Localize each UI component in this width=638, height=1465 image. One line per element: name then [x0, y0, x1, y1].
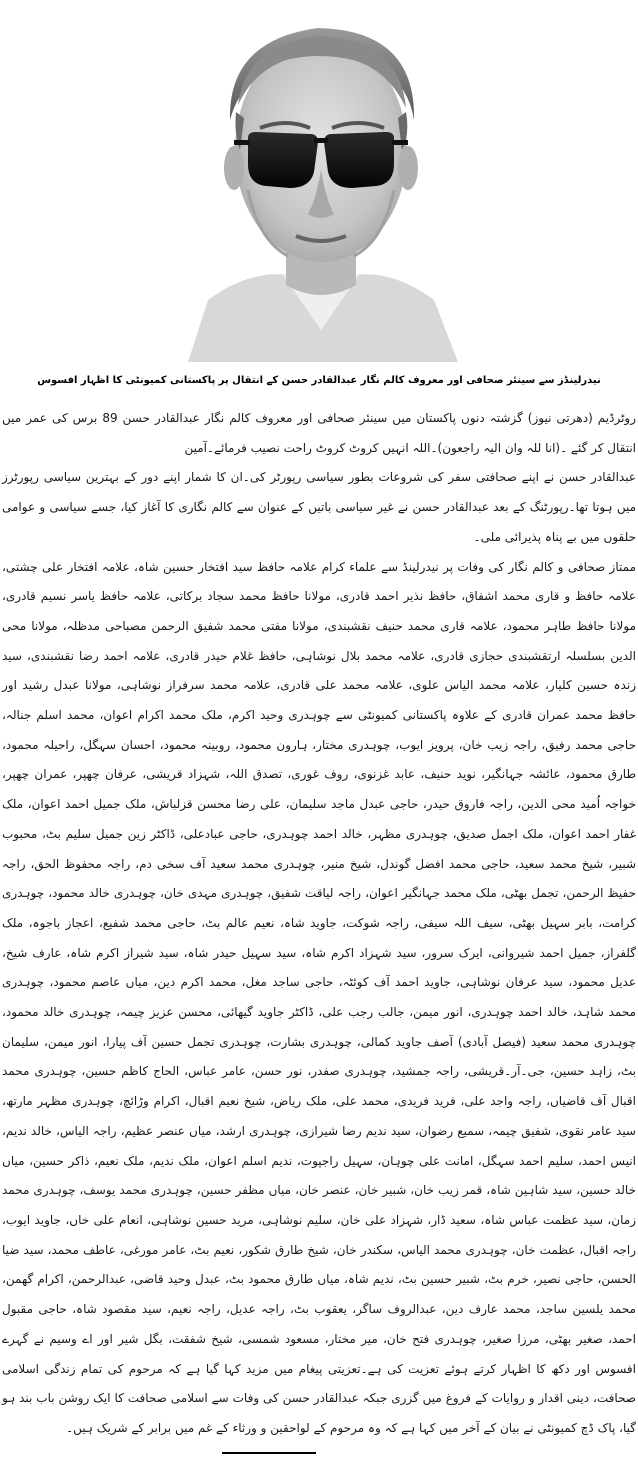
article-body — [2, 404, 636, 1444]
portrait-photo — [168, 0, 474, 362]
paragraph-condolences: ممتاز صحافی و کالم نگار کی وفات پر نیدرلینڈ سے علماء کرام علامہ حافظ سید افتخار حسین شاہ، علامہ افتخار علی چشتی، علامہ حافظ و قاری محمد اشفاق، حافظ نذیر احمد قادری، مولانا حافظ محمد سجاد برکاتی، علامہ حافظ یاسر نسیم قادری، مولانا حافظ طاہر محمود، علامہ قاری محمد حنیف نقشبندی، مولانا مفتی محمد شفیق الرحمن مصباحی مدظلہ، مولانا محی الدین بسلسلہ ارتقشبندی حجازی قادری، علامہ محمد بلال نوشاہی، حافظ غلام حیدر قادری، علامہ احمد رضا نقشبندی، سید زندہ حسین کلیار، علامہ محمد الیاس علوی، علامہ محمد علی قادری، علامہ محمد سرفراز نوشاہی، مولانا عبدل رشید اور حافظ محمد عمران قادری کے علاوہ پاکستانی کمیونٹی سے چوہدری وحید اکرم، ملک محمد اکرام اعوان، محمد اسلم جنالہ، حاجی محمد رفیق، راجہ زیب خان، پرویز ایوب، چوہدری مختار، ہارون محمود، روبینہ محمود، احسان سہگل، راحیلہ محمود، طارق محمود، عائشہ جہانگیر، نوید حنیف، عابد غزنوی، روف غوری، تصدق اللہ، شہزاد قریشی، عرفان چھپر، عمران چھپر، خواجہ اُمید محی الدین، راجہ فاروق حیدر، حاجی عبدل ماجد سلیمان، علی رضا محسن قزلباش، ملک جمیل احمد اعوان، ملک غفار احمد اعوان، ملک اجمل صدیق، چوہدری مظہر، خالد احمد چوہدری، حاجی عبادعلی، ڈاکٹر زین جمیل سلیم بٹ، محبوب شبیر، شیخ محمد سعید، حاجی محمد افضل گوندل، شیخ منیر، چوہدری محمد سعید آف سخی دم، راجہ محفوظ الحق، راجہ حفیظ الرحمن، تجمل بھٹی، ملک محمد جہانگیر اعوان، راجہ لیاقت شفیق، چوہدری مہدی خان، چوہدری خالد محمود، چوہدری کرامت، بابر سہیل بھٹی، سیف اللہ سیفی، راجہ شوکت، جاوید شاہ، نعیم عالم بٹ، حاجی محمد شفیع، اعجاز باجوہ، ملک گلفراز، جمیل احمد شیروانی، ایرک سرور، سید شہزاد اکرم شاہ، سید سہیل حیدر شاہ، سید شیراز اکرم شاہ، عارف شیخ، عدیل محمود، سید عرفان نوشاہی، جاوید احمد آف کوئٹہ، حاجی ساجد مغل، محمد اکرم دین، میاں عاصم محمود، چوہدری محمد شاہد، خالد احمد چوہدری، انور میمن، جالب رجب علی، ڈاکٹر جاوید گیھائی، محسن عزیز چیمہ، چوہدری خالد محمود، چوہدری محمد سعید (فیصل آبادی) آصف جاوید کمالی، چوہدری بشارت، چوہدری تجمل حسین آف پیارا، انور میمن، سلیمان بٹ، زاہد حسین، جی۔آر۔قریشی، راجہ جمشید، چوہدری صفدر، نور حسن، عامر عباس، الحاج کاظم حسین، چوہدری محمد اقبال آف قاضیاں، راجہ واجد علی، فرید فریدی، محمد علی، ملک ریاض، شیخ نعیم اقبال، اکرام وڑائچ، چوہدری مظہر مارتھ، سید عامر نقوی، شفیق چیمہ، سمیع رضوان، سید ندیم رضا شیرازی، چوہدری ارشد، میاں عنصر عظیم، راجہ الیاس، خالد ندیم، انیس احمد، سلیم احمد سہگل، امانت علی چوہان، سہیل راجپوت، ندیم اسلم اعوان، ملک ندیم، ملک نعیم، ذاکر حسین، میاں خالد حسین، سید شاہین شاہ، قمر زیب خان، شبیر خان، عنصر خان، میاں مظفر حسین، چوہدری محمد یوسف، چوہدری محمد زمان، سید عظمت عباس شاہ، سعید ڈار، شہزاد علی خان، سلیم نوشاہی، مرید حسین نوشاہی، انعام علی خاں، جاوید ایوب، راجہ اقبال، عظمت خان، چوہدری محمد الیاس، سکندر خان، شیخ طارق شکور، نعیم بٹ، عامر مورغی، عاطف محمد، سید ضیا الحسن، حاجی نصیر، خرم بٹ، شبیر حسین بٹ، ندیم شاہ، میاں طارق محمود بٹ، عبدل وحید قاضی، عبدالرحمن، اکرام گھمن، محمد یلسین ساجد، محمد عارف دین، عبدالروف ساگر، یعقوب بٹ، راجہ عدیل، راجہ نعیم، سید مقصود شاہ، حاجی مقبول احمد، صغیر بھٹی، مرزا صغیر، چوہدری فتح خان، میر مختار، مسعود شمسی، شیخ شفقت، بگل شیر اور اے وسیم نے گہرے افسوس اور دکھ کا اظہار کرتے ہوئے تعزیت کی ہے۔تعزیتی پیغام میں مزید کہا گیا ہے کہ مرحوم کی تمام زندگی اسلامی صحافت، دینی اقدار و روایات کے فروغ میں گزری جبکہ عبدالقادر حسن کی وفات سے اسلامی صحافت کا ایک روشن باب بند ہو گیا، پاک ڈچ کمیونٹی نے بیان کے آخر میں کہا ہے کہ وہ مرحوم کے لواحقین و ورثاء کے غم میں برابر کے شریک ہیں۔ — [2, 559, 636, 1435]
headline: نیدرلینڈز سے سینئر صحافی اور معروف کالم نگار عبدالقادر حسن کے انتقال پر پاکستانی کمیونٹی کا اظہار افسوس — [37, 375, 601, 386]
paragraph-intro: روٹرڈیم (دھرتی نیوز) گزشتہ دنوں پاکستان میں سینئر صحافی اور معروف کالم نگار عبدالقادر حسن 89 برس کی عمر میں انتقال کر گئے ۔(انا للہ وان الیہ راجعون)۔اللہ انہیں کروٹ کروٹ راحت نصیب فرمائے۔آمین — [2, 411, 636, 455]
paragraph-career: عبدالقادر حسن نے اپنے صحافتی سفر کی شروعات بطور سیاسی رپورٹر کی۔ان کا شمار اپنے دور کے بہترین سیاسی رپورٹرز میں ہوتا تھا۔رپورٹنگ کے بعد عبدالقادر حسن نے غیر سیاسی باتیں کے عنوان سے کالم نگاری کا آغاز کیا، جسے سیاسی و عوامی حلقوں میں بے پناہ پذیرائی ملی۔ — [2, 470, 636, 544]
portrait-image — [168, 0, 474, 362]
end-rule — [222, 1452, 316, 1454]
